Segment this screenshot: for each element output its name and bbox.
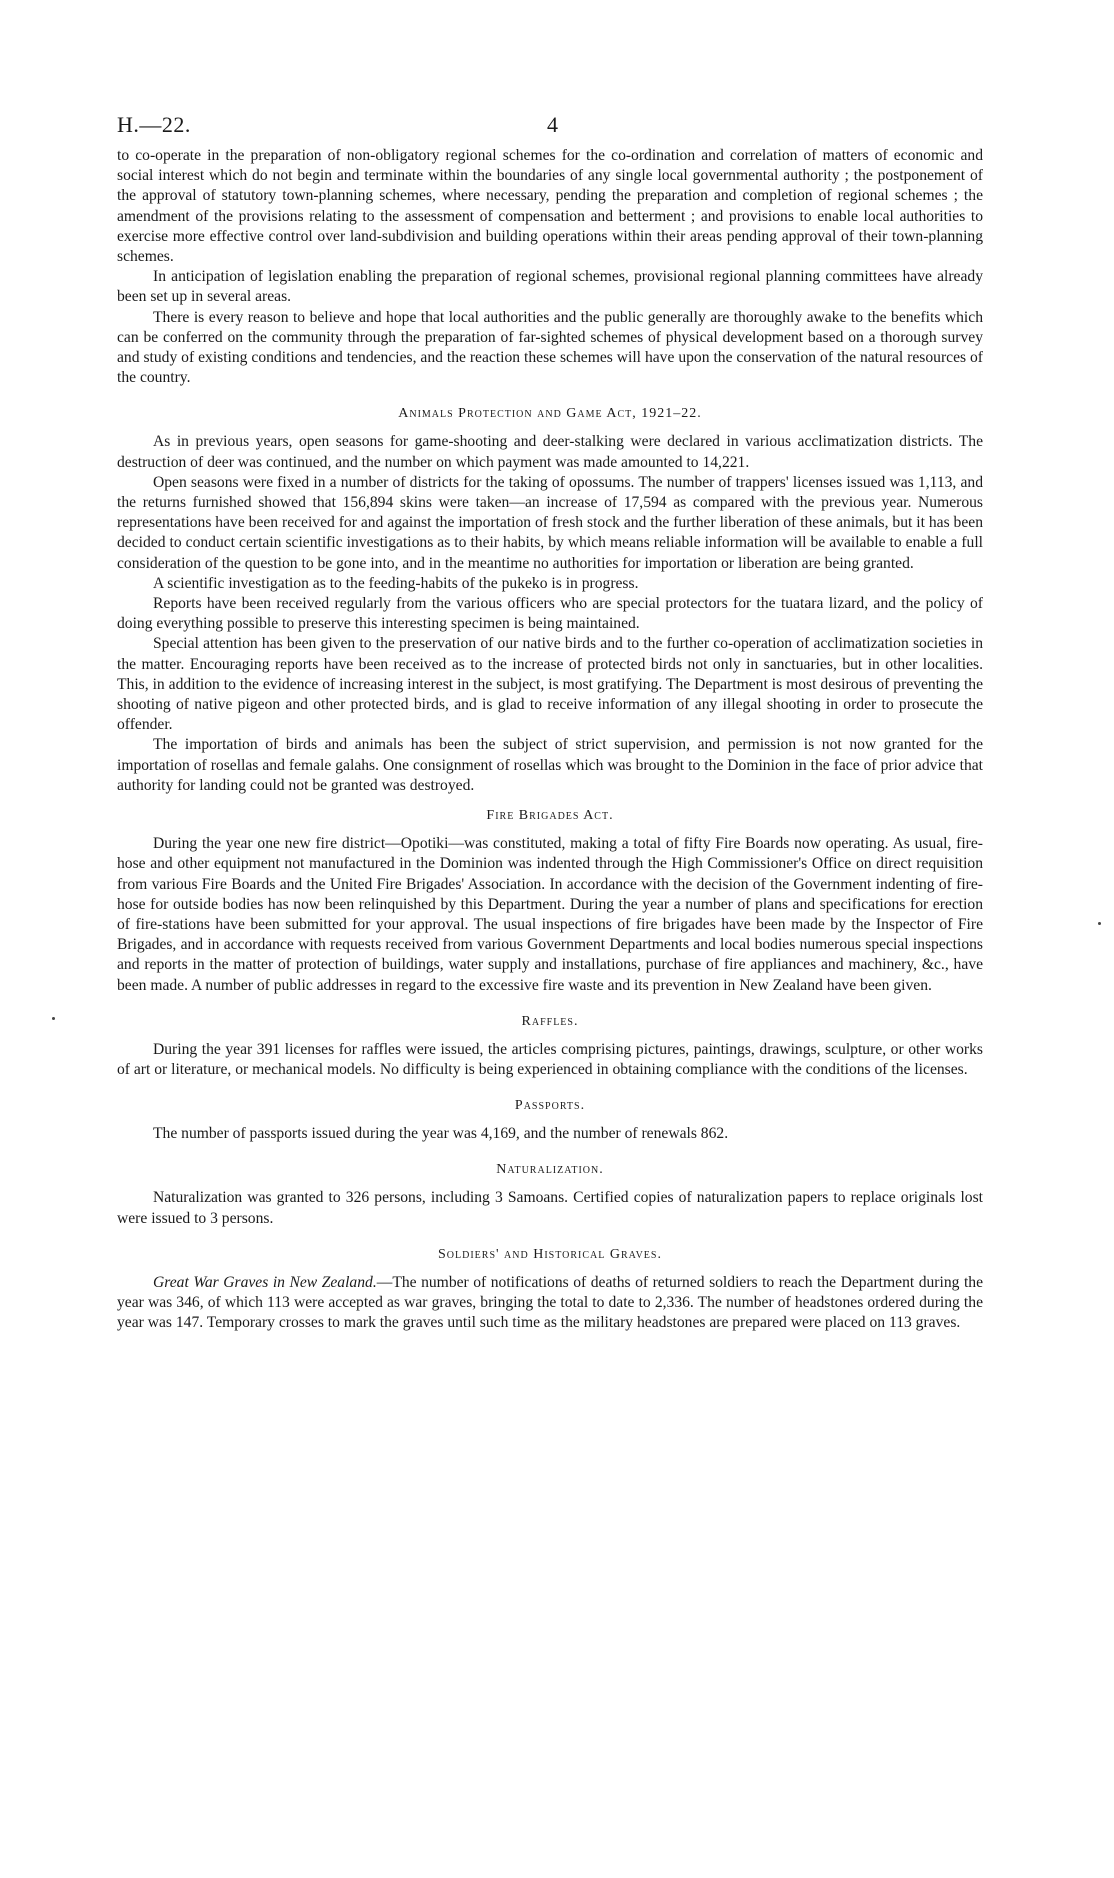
town-planning-section: [117, 146, 983, 388]
document-reference: H.—22.: [117, 112, 191, 137]
section-heading: Animals Protection and Game Act, 1921–22.: [398, 406, 702, 422]
raffles-section: [117, 1012, 983, 1080]
animals-protection-section: [117, 404, 983, 796]
fire-brigades-section: [117, 806, 983, 996]
paragraph: The number of passports issued during the year was 4,169, and the number of renewals 862.: [153, 1125, 729, 1143]
section-heading: Naturalization.: [496, 1162, 604, 1178]
passports-section: [117, 1096, 983, 1144]
scan-mark: [52, 1017, 55, 1020]
page-header: [117, 112, 983, 146]
paragraph: In anticipation of legislation enabling the preparation of regional schemes, provisional regional planning committees have already been set up in several areas.: [117, 268, 983, 306]
paragraph: [117, 1273, 983, 1334]
paragraph-lead: Great War Graves in New Zealand.: [153, 1273, 377, 1291]
paragraph: Naturalization was granted to 326 persons, including 3 Samoans. Certified copies of naturalization papers to replace originals lost were issued to 3 persons.: [117, 1189, 983, 1227]
section-heading: Soldiers' and Historical Graves.: [438, 1246, 662, 1262]
paragraph: to co-operate in the preparation of non-obligatory regional schemes for the co-ordination and correlation of matters of economic and social interest which do not begin and terminate within the boundaries of any single local governmental authority ; the postponement of the approval of statutory town-planning schemes, where necessary, pending the preparation and completion of regional schemes ; the amendment of the provisions relating to the assessment of compensation and betterment ; and provisions to enable local authorities to exercise more effective control over land-subdivision and building operations within their areas pending approval of their town-planning schemes.: [117, 147, 983, 266]
paragraph: The importation of birds and animals has been the subject of strict supervision, and permission is not now granted for the importation of rosellas and female galahs. One consignment of rosellas which was brought to the Dominion in the face of prior advice that authority for landing could not be granted was destroyed.: [117, 736, 983, 794]
document-page: [117, 112, 983, 1333]
page-number: 4: [547, 112, 558, 137]
paragraph: During the year one new fire district—Opotiki—was constituted, making a total of fifty Fire Boards now operating. As usual, fire-hose and other equipment not manufactured in the Dominion was indented through the High Commissioner's Office on direct requisition from various Fire Boards and the United Fire Brigades' Association. In accordance with the decision of the Government indenting of fire-hose for outside bodies has now been relinquished by this Department. During the year a number of plans and specifications for erection of fire-stations have been submitted for your approval. The usual inspections of fire brigades have been made by the Inspector of Fire Brigades, and in accordance with requests received from various Government Departments and local bodies numerous special inspections and reports in the matter of protection of buildings, water supply and installations, purchase of fire appliances and machinery, &c., have been made. A number of public addresses in regard to the excessive fire waste and its prevention in New Zealand have been given.: [117, 835, 983, 994]
paragraph: Open seasons were fixed in a number of districts for the taking of opossums. The number of trappers' licenses issued was 1,113, and the returns furnished showed that 156,894 skins were taken—an increase of 17,594 as compared with the previous year. Numerous representations have been received for and against the importation of fresh stock and the further liberation of these animals, but it has been decided to conduct certain scientific investigations as to their habits, by which means reliable information will be available to enable a full consideration of the question to be gone into, and in the meantime no authorities for importation or liberation are being granted.: [117, 473, 983, 572]
paragraph: Reports have been received regularly from the various officers who are special protectors for the tuatara lizard, and the policy of doing everything possible to preserve this interesting specimen is being maintained.: [117, 595, 983, 633]
section-heading: Fire Brigades Act.: [486, 808, 614, 824]
paragraph: A scientific investigation as to the feeding-habits of the pukeko is in progress.: [153, 574, 639, 592]
naturalization-section: [117, 1160, 983, 1228]
paragraph-body: —The number of notifications of deaths of returned soldiers to reach the Department during the year was 346, of which 113 were accepted as war graves, bringing the total to date to 2,336. The number of headstones ordered during the year was 147. Temporary crosses to mark the graves until such time as the military headstones are prepared were placed on 113 graves.: [117, 1273, 983, 1332]
paragraph: During the year 391 licenses for raffles were issued, the articles comprising pictures, paintings, drawings, sculpture, or other works of art or literature, or mechanical models. No difficulty is being experienced in obtaining compliance with the conditions of the licenses.: [117, 1040, 983, 1078]
paragraph: There is every reason to believe and hope that local authorities and the public generally are thoroughly awake to the benefits which can be conferred on the community through the preparation of far-sighted schemes of physical development based on a thorough survey and study of existing conditions and tendencies, and the reaction these schemes will have upon the conservation of the natural resources of the country.: [117, 308, 983, 387]
soldiers-graves-section: [117, 1245, 983, 1334]
section-heading: Passports.: [514, 1098, 586, 1114]
paragraph: As in previous years, open seasons for game-shooting and deer-stalking were declared in various acclimatization districts. The destruction of deer was continued, and the number on which payment was made amounted to 14,221.: [117, 433, 983, 471]
scan-mark: [1098, 922, 1101, 925]
paragraph: Special attention has been given to the preservation of our native birds and to the further co-operation of acclimatization societies in the matter. Encouraging reports have been received as to the increase of protected birds not only in sanctuaries, but in other localities. This, in addition to the evidence of increasing interest in the subject, is most gratifying. The Department is most desirous of preventing the shooting of native pigeon and other protected birds, and is glad to receive information of any illegal shooting in order to prosecute the offender.: [117, 635, 983, 734]
section-heading: Raffles.: [521, 1013, 579, 1029]
